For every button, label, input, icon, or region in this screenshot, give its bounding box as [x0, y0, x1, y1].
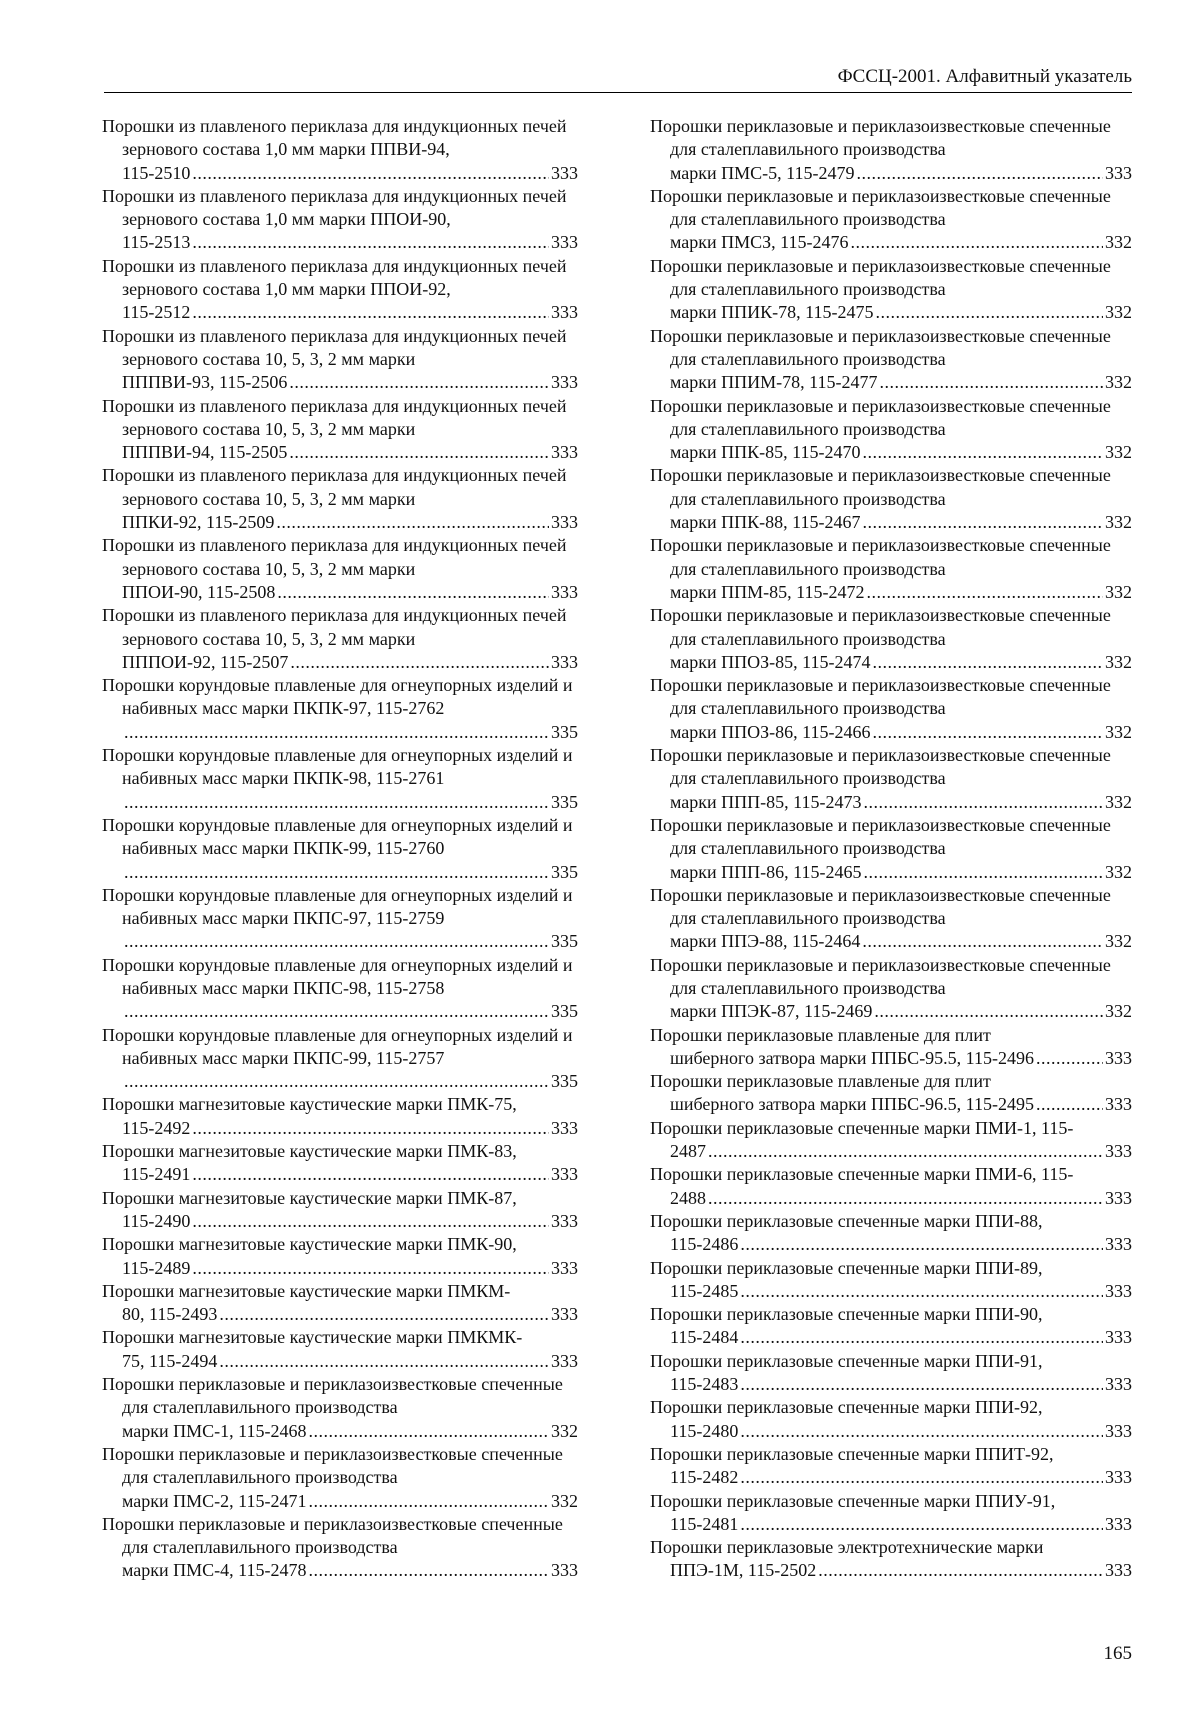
index-entry: [650, 185, 1132, 255]
index-entry-code: 115-2491: [122, 1164, 191, 1185]
index-entry-code: 115-2489: [122, 1257, 191, 1278]
index-entry-code: марки ППИК-78, 115-2475: [670, 302, 874, 323]
index-entry: [102, 185, 578, 255]
index-entry: [650, 395, 1132, 465]
index-entry-page: 332: [1105, 721, 1132, 742]
index-entry-line: [650, 721, 1132, 744]
index-entry-line: [102, 1257, 578, 1280]
index-entry-text: Порошки периклазовые и периклазоизвестковые спеченные для сталеплавильного производства: [650, 535, 1111, 579]
index-entry-text: Порошки из плавленого периклаза для индукционных печей зернового состава 1,0 мм марки ППОИ-90,: [102, 185, 567, 230]
index-entry-code: марки ППК-85, 115-2470: [670, 442, 861, 463]
index-entry: [650, 534, 1132, 604]
dot-leader: [124, 721, 549, 744]
index-entry-line: [102, 441, 578, 464]
index-entry: [650, 744, 1132, 814]
index-entry-line: [650, 441, 1132, 464]
index-entry-line: [102, 861, 578, 884]
index-entry-line: [650, 1466, 1132, 1489]
index-entry-text: Порошки периклазовые и периклазоизвестковые спеченные для сталеплавильного производства: [650, 814, 1111, 859]
index-entry-text: Порошки из плавленого периклаза для индукционных печей зернового состава 1,0 мм марки ППВИ-94,: [102, 116, 567, 160]
index-entry-code: 115-2513: [122, 232, 191, 253]
index-entry-line: [102, 1210, 578, 1233]
index-entry-text: Порошки периклазовые плавленые для плит: [650, 1071, 991, 1092]
index-entry-text: Порошки магнезитовые каустические марки ПМК-90,: [102, 1234, 517, 1255]
dot-leader: [124, 1070, 549, 1093]
index-entry-page: 333: [551, 651, 578, 672]
index-entry-text: Порошки периклазовые спеченные марки ППИ-90,: [650, 1304, 1043, 1325]
index-entry-line: [650, 231, 1132, 254]
index-entry-code: марки ППОЗ-85, 115-2474: [670, 651, 871, 672]
index-entry-text: Порошки периклазовые и периклазоизвестковые спеченные для сталеплавильного производства: [650, 255, 1111, 300]
index-entry-page: 333: [551, 302, 578, 323]
index-entry: [102, 255, 578, 325]
index-entry-line: [102, 1559, 578, 1582]
dot-leader: [192, 1117, 549, 1140]
index-entry-page: 335: [551, 721, 578, 742]
dot-leader: [124, 1000, 549, 1023]
index-entry-page: 333: [551, 162, 578, 183]
index-entry: [102, 1326, 578, 1373]
index-entry-text: Порошки периклазовые и периклазоизвестковые спеченные для сталеплавильного производства: [650, 325, 1111, 369]
index-entry: [650, 1490, 1132, 1537]
index-entry-line: [650, 1373, 1132, 1396]
index-entry: [650, 604, 1132, 674]
index-entry-line: [102, 930, 578, 953]
dot-leader: [818, 1559, 1103, 1582]
page-number: 165: [1103, 1643, 1132, 1664]
index-entry-code: 115-2484: [670, 1327, 739, 1348]
index-entry-code: марки ПМС-1, 115-2468: [122, 1420, 307, 1441]
index-entry-text: Порошки периклазовые и периклазоизвестковые спеченные для сталеплавильного производства: [102, 1443, 563, 1488]
index-entry-page: 332: [1105, 651, 1132, 672]
index-entry-text: Порошки периклазовые и периклазоизвестковые спеченные для сталеплавильного производства: [102, 1374, 563, 1418]
index-entry-text: Порошки из плавленого периклаза для индукционных печей зернового состава 10, 5, 3, 2 мм марки: [102, 465, 567, 509]
dot-leader: [875, 301, 1103, 324]
index-entry-text: Порошки периклазовые спеченные марки ППИ-89,: [650, 1257, 1043, 1278]
index-entry-page: 333: [1105, 1420, 1132, 1441]
dot-leader: [862, 511, 1103, 534]
index-entry-text: Порошки магнезитовые каустические марки ПМКМ-: [102, 1280, 511, 1301]
index-entry-code: шиберного затвора марки ППБС-96.5, 115-2495: [670, 1094, 1035, 1115]
index-entry-text: Порошки корундовые плавленые для огнеупорных изделий и набивных масс марки ПКПК-98, 115-2761: [102, 745, 573, 789]
index-entry: [650, 1257, 1132, 1304]
index-entry-code: 2487: [670, 1141, 706, 1162]
index-entry-page: 333: [551, 581, 578, 602]
index-entry-code: марки ПМСЗ, 115-2476: [670, 232, 849, 253]
index-entry: [102, 1513, 578, 1583]
index-entry-page: 333: [551, 372, 578, 393]
index-entry-page: 333: [1105, 1047, 1132, 1068]
index-entry: [102, 534, 578, 604]
index-entry: [102, 604, 578, 674]
dot-leader: [1036, 1047, 1103, 1070]
dot-leader: [856, 162, 1103, 185]
dot-leader: [863, 791, 1103, 814]
index-entry-code: 115-2483: [670, 1374, 739, 1395]
index-entry-code: марки ППП-85, 115-2473: [670, 791, 862, 812]
index-entry-line: [650, 301, 1132, 324]
index-entry-page: 333: [551, 1257, 578, 1278]
dot-leader: [740, 1373, 1103, 1396]
index-entry: [102, 1233, 578, 1280]
index-entry-page: 333: [551, 1560, 578, 1581]
page-header: [104, 62, 1132, 93]
running-title: ФССЦ-2001. Алфавитный указатель: [837, 66, 1132, 87]
index-entry-page: 332: [1105, 442, 1132, 463]
index-entry-text: Порошки периклазовые и периклазоизвестковые спеченные для сталеплавильного производства: [650, 745, 1111, 789]
index-entry: [102, 954, 578, 1024]
dot-leader: [192, 301, 549, 324]
index-entry-text: Порошки периклазовые плавленые для плит: [650, 1024, 991, 1045]
index-entry: [650, 674, 1132, 744]
dot-leader: [740, 1466, 1103, 1489]
dot-leader: [192, 1257, 549, 1280]
index-entry-line: [650, 861, 1132, 884]
index-entry: [650, 884, 1132, 954]
index-entry-page: 332: [1105, 232, 1132, 253]
index-entry-line: [650, 1513, 1132, 1536]
index-entry-page: 333: [1105, 1467, 1132, 1488]
index-entry: [650, 1536, 1132, 1583]
dot-leader: [308, 1490, 549, 1513]
index-entry-text: Порошки периклазовые спеченные марки ППИ-91,: [650, 1350, 1043, 1371]
index-entry-page: 333: [551, 1350, 578, 1371]
index-entry-page: 333: [1105, 162, 1132, 183]
index-entry-line: [650, 1093, 1132, 1116]
index-column-left: [102, 115, 578, 1583]
index-entry-text: Порошки из плавленого периклаза для индукционных печей зернового состава 10, 5, 3, 2 мм марки: [102, 535, 567, 579]
index-entry: [102, 1187, 578, 1234]
index-entry: [650, 1117, 1132, 1164]
index-entry-line: [102, 651, 578, 674]
index-entry-line: [102, 1000, 578, 1023]
index-entry-code: марки ППЭК-87, 115-2469: [670, 1001, 873, 1022]
index-entry: [102, 1024, 578, 1094]
index-entry: [650, 1163, 1132, 1210]
dot-leader: [874, 1000, 1103, 1023]
index-entry-code: марки ППК-88, 115-2467: [670, 512, 861, 533]
index-entry-page: 333: [1105, 1280, 1132, 1301]
index-entry-line: [102, 581, 578, 604]
index-entry-page: 333: [1105, 1513, 1132, 1534]
index-entry: [102, 325, 578, 395]
index-entry-page: 335: [551, 931, 578, 952]
dot-leader: [289, 441, 549, 464]
index-entry-code: 115-2486: [670, 1234, 739, 1255]
index-entry-text: Порошки магнезитовые каустические марки ПМКМК-: [102, 1327, 523, 1348]
dot-leader: [124, 791, 549, 814]
index-entry-code: 2488: [670, 1187, 706, 1208]
index-entry-page: 333: [551, 1117, 578, 1138]
index-entry-page: 332: [1105, 931, 1132, 952]
index-entry: [102, 1373, 578, 1443]
index-entry-code: марки ПМС-4, 115-2478: [122, 1560, 307, 1581]
index-entry-page: 332: [1105, 1001, 1132, 1022]
dot-leader: [124, 930, 549, 953]
index-entry: [650, 464, 1132, 534]
index-entry: [102, 115, 578, 185]
index-entry-page: 333: [551, 1164, 578, 1185]
index-entry-text: Порошки периклазовые спеченные марки ППИТ-92,: [650, 1443, 1054, 1464]
index-entry-text: Порошки периклазовые и периклазоизвестковые спеченные для сталеплавильного производства: [650, 884, 1111, 929]
index-entry-text: Порошки периклазовые спеченные марки ППИ-88,: [650, 1210, 1043, 1231]
index-entry-code: марки ПМС-5, 115-2479: [670, 162, 855, 183]
index-entry: [650, 1396, 1132, 1443]
dot-leader: [740, 1280, 1103, 1303]
dot-leader: [740, 1513, 1103, 1536]
index-entry-page: 332: [1105, 512, 1132, 533]
dot-leader: [740, 1326, 1103, 1349]
index-entry-text: Порошки периклазовые и периклазоизвестковые спеченные для сталеплавильного производства: [650, 954, 1111, 998]
index-entry-line: [102, 1490, 578, 1513]
index-entry-code: 115-2481: [670, 1513, 739, 1534]
dot-leader: [708, 1187, 1103, 1210]
index-entry-text: Порошки из плавленого периклаза для индукционных печей зернового состава 10, 5, 3, 2 мм марки: [102, 605, 567, 649]
index-entry: [102, 884, 578, 954]
index-entry-line: [650, 1233, 1132, 1256]
dot-leader: [851, 231, 1104, 254]
dot-leader: [192, 231, 549, 254]
index-entry-text: Порошки из плавленого периклаза для индукционных печей зернового состава 10, 5, 3, 2 мм марки: [102, 395, 567, 439]
index-entry-code: марки ППП-86, 115-2465: [670, 861, 862, 882]
index-entry-line: [650, 1047, 1132, 1070]
index-entry-code: ППОИ-90, 115-2508: [122, 581, 276, 602]
index-entry: [650, 115, 1132, 185]
index-entry-page: 332: [551, 1420, 578, 1441]
index-entry-page: 335: [551, 1071, 578, 1092]
index-entry-text: Порошки корундовые плавленые для огнеупорных изделий и набивных масс марки ПКПК-97, 115-2762: [102, 675, 573, 719]
index-entry-page: 333: [551, 512, 578, 533]
index-entry-text: Порошки периклазовые и периклазоизвестковые спеченные для сталеплавильного производства: [102, 1513, 563, 1558]
index-entry-line: [650, 1187, 1132, 1210]
index-entry-line: [650, 511, 1132, 534]
index-entry-text: Порошки корундовые плавленые для огнеупорных изделий и набивных масс марки ПКПС-98, 115-2758: [102, 954, 573, 998]
index-entry-code: ПППОИ-92, 115-2507: [122, 651, 289, 672]
index-entry-code: ПППВИ-94, 115-2505: [122, 442, 288, 463]
index-entry-text: Порошки периклазовые спеченные марки ППИУ-91,: [650, 1490, 1056, 1511]
index-entry-code: шиберного затвора марки ППБС-95.5, 115-2496: [670, 1047, 1035, 1068]
dot-leader: [219, 1350, 549, 1373]
index-entry-line: [650, 1280, 1132, 1303]
index-entry-line: [102, 1350, 578, 1373]
index-entry: [650, 1303, 1132, 1350]
index-entry-code: 115-2510: [122, 162, 191, 183]
index-entry: [650, 325, 1132, 395]
index-entry-line: [650, 1559, 1132, 1582]
index-entry: [650, 1443, 1132, 1490]
index-entry: [102, 814, 578, 884]
index-entry-line: [102, 1117, 578, 1140]
index-entry-page: 333: [1105, 1187, 1132, 1208]
index-entry-code: ПППВИ-93, 115-2506: [122, 372, 288, 393]
dot-leader: [289, 371, 549, 394]
index-entry-page: 333: [551, 232, 578, 253]
index-entry-code: ППКИ-92, 115-2509: [122, 512, 275, 533]
index-entry-code: 115-2512: [122, 302, 191, 323]
dot-leader: [192, 162, 549, 185]
index-entry-page: 333: [1105, 1560, 1132, 1581]
dot-leader: [740, 1233, 1103, 1256]
index-entry-line: [102, 1420, 578, 1443]
index-entry-text: Порошки периклазовые спеченные марки ПМИ-6, 115-: [650, 1164, 1074, 1185]
index-entry-page: 332: [1105, 372, 1132, 393]
index-entry-page: 332: [551, 1490, 578, 1511]
index-entry-page: 335: [551, 791, 578, 812]
index-entry-code: марки ПМС-2, 115-2471: [122, 1490, 307, 1511]
index-entry-page: 333: [551, 442, 578, 463]
index-entry: [650, 1210, 1132, 1257]
index-entry-text: Порошки периклазовые и периклазоизвестковые спеченные для сталеплавильного производства: [650, 116, 1111, 160]
dot-leader: [290, 651, 549, 674]
index-entry-page: 333: [1105, 1327, 1132, 1348]
index-entry-line: [102, 301, 578, 324]
index-entry-text: Порошки магнезитовые каустические марки ПМК-87,: [102, 1187, 517, 1208]
index-entry-text: Порошки из плавленого периклаза для индукционных печей зернового состава 10, 5, 3, 2 мм марки: [102, 325, 567, 369]
index-entry: [102, 464, 578, 534]
index-entry-line: [102, 1070, 578, 1093]
dot-leader: [192, 1163, 549, 1186]
index-entry-line: [650, 1000, 1132, 1023]
index-entry-text: Порошки периклазовые и периклазоизвестковые спеченные для сталеплавильного производства: [650, 465, 1111, 509]
index-entry-text: Порошки корундовые плавленые для огнеупорных изделий и набивных масс марки ПКПС-99, 115-2757: [102, 1024, 573, 1068]
dot-leader: [308, 1559, 549, 1582]
index-entry: [650, 954, 1132, 1024]
index-entry: [650, 1070, 1132, 1117]
index-entry-page: 332: [1105, 861, 1132, 882]
index-entry-code: марки ППМ-85, 115-2472: [670, 581, 865, 602]
dot-leader: [872, 651, 1103, 674]
index-entry-line: [650, 1140, 1132, 1163]
index-entry-text: Порошки периклазовые спеченные марки ППИ-92,: [650, 1397, 1043, 1418]
index-entry: [102, 1140, 578, 1187]
index-entry: [102, 1280, 578, 1327]
index-entry-text: Порошки периклазовые и периклазоизвестковые спеченные для сталеплавильного производства: [650, 605, 1111, 649]
index-entry-text: Порошки периклазовые и периклазоизвестковые спеченные для сталеплавильного производства: [650, 185, 1111, 230]
index-entry-code: 115-2490: [122, 1210, 191, 1231]
dot-leader: [308, 1420, 549, 1443]
index-entry-text: Порошки периклазовые и периклазоизвестковые спеченные для сталеплавильного производства: [650, 675, 1111, 719]
index-entry-text: Порошки из плавленого периклаза для индукционных печей зернового состава 1,0 мм марки ППОИ-92,: [102, 255, 567, 300]
dot-leader: [192, 1210, 549, 1233]
index-entry: [102, 1443, 578, 1513]
dot-leader: [866, 581, 1103, 604]
index-entry-line: [650, 1326, 1132, 1349]
dot-leader: [863, 861, 1103, 884]
index-entry-line: [102, 511, 578, 534]
dot-leader: [862, 930, 1103, 953]
dot-leader: [708, 1140, 1103, 1163]
index-entry: [102, 1093, 578, 1140]
index-entry-page: 332: [1105, 302, 1132, 323]
index-entry-text: Порошки магнезитовые каустические марки ПМК-75,: [102, 1094, 517, 1115]
index-entry-code: марки ППИМ-78, 115-2477: [670, 372, 878, 393]
index-entry: [650, 255, 1132, 325]
index-entry-code: 75, 115-2494: [122, 1350, 218, 1371]
dot-leader: [1036, 1093, 1103, 1116]
dot-leader: [872, 721, 1103, 744]
index-entry-line: [102, 371, 578, 394]
index-entry-page: 335: [551, 861, 578, 882]
dot-leader: [124, 861, 549, 884]
index-entry-line: [650, 1420, 1132, 1443]
index-entry-page: 332: [1105, 581, 1132, 602]
index-entry-page: 333: [551, 1210, 578, 1231]
index-entry: [650, 814, 1132, 884]
index-entry-line: [102, 162, 578, 185]
index-entry-line: [102, 1303, 578, 1326]
index-entry-line: [102, 791, 578, 814]
index-entry-code: марки ППЭ-88, 115-2464: [670, 931, 861, 952]
index-entry-line: [102, 1163, 578, 1186]
index-entry-line: [650, 371, 1132, 394]
index-entry: [650, 1024, 1132, 1071]
index-entry-page: 332: [1105, 791, 1132, 812]
index-entry-line: [650, 930, 1132, 953]
index-entry-code: 80, 115-2493: [122, 1304, 218, 1325]
index-entry-code: марки ППОЗ-86, 115-2466: [670, 721, 871, 742]
index-column-right: [650, 115, 1132, 1583]
index-entry-page: 333: [551, 1304, 578, 1325]
index-entry-line: [650, 651, 1132, 674]
index-entry-code: 115-2482: [670, 1467, 739, 1488]
index-entry-text: Порошки корундовые плавленые для огнеупорных изделий и набивных масс марки ПКПС-97, 115-2759: [102, 884, 573, 929]
index-entry-line: [102, 721, 578, 744]
index-entry-text: Порошки магнезитовые каустические марки ПМК-83,: [102, 1141, 517, 1162]
index-entry-code: 115-2485: [670, 1280, 739, 1301]
index-entry-line: [102, 231, 578, 254]
index-entry-page: 333: [1105, 1234, 1132, 1255]
index-entry-line: [650, 162, 1132, 185]
index-entry-page: 333: [1105, 1094, 1132, 1115]
dot-leader: [276, 511, 549, 534]
index-entry-page: 335: [551, 1001, 578, 1022]
dot-leader: [219, 1303, 549, 1326]
index-entry-code: 115-2480: [670, 1420, 739, 1441]
index-entry-page: 333: [1105, 1141, 1132, 1162]
index-entry-line: [650, 791, 1132, 814]
index-entry: [102, 744, 578, 814]
index-entry-code: ППЭ-1М, 115-2502: [670, 1560, 817, 1581]
dot-leader: [277, 581, 549, 604]
index-entry-code: 115-2492: [122, 1117, 191, 1138]
index-entry-line: [650, 581, 1132, 604]
index-entry-text: Порошки корундовые плавленые для огнеупорных изделий и набивных масс марки ПКПК-99, 115-2760: [102, 814, 573, 859]
dot-leader: [879, 371, 1103, 394]
index-entry-text: Порошки периклазовые спеченные марки ПМИ-1, 115-: [650, 1117, 1074, 1138]
index-entry-text: Порошки периклазовые электротехнические марки: [650, 1537, 1044, 1558]
index-entry: [650, 1350, 1132, 1397]
index-entry: [102, 395, 578, 465]
dot-leader: [740, 1420, 1103, 1443]
index-entry-page: 333: [1105, 1374, 1132, 1395]
dot-leader: [862, 441, 1103, 464]
index-entry: [102, 674, 578, 744]
index-entry-text: Порошки периклазовые и периклазоизвестковые спеченные для сталеплавильного производства: [650, 395, 1111, 439]
